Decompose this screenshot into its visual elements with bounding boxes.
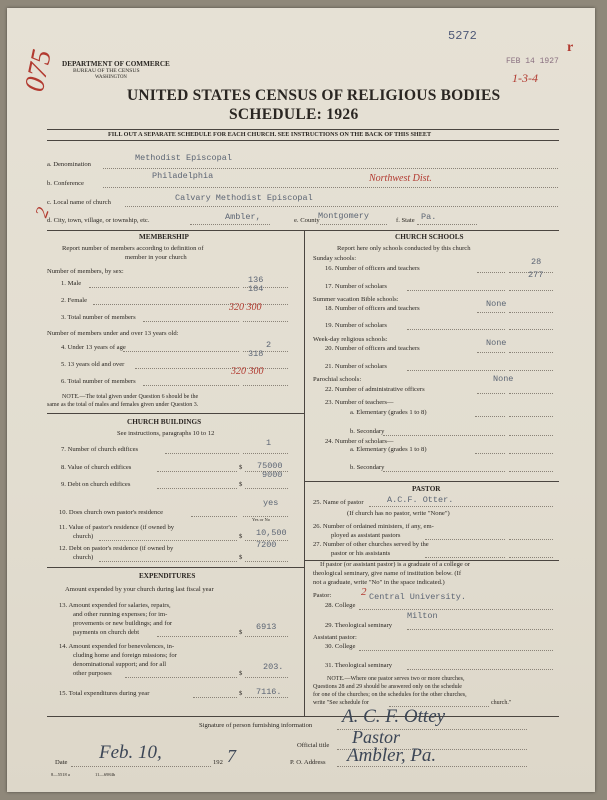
q7-value: 1 (266, 438, 272, 448)
handwritten-margin-mark: 2 (31, 204, 53, 220)
pastor-note-line-1: NOTE.—Where one pastor serves two or more churches, (327, 676, 465, 682)
graduate-instruction-line-3: not a graduate, write "No" in the space indicated.) (313, 579, 445, 586)
po-address-value: Ambler, Pa. (347, 745, 437, 766)
form-title: UNITED STATES CENSUS OF RELIGIOUS BODIES (127, 87, 501, 104)
q30-label: 30. College (325, 643, 356, 650)
signature-value: A. C. F. Ottey (342, 706, 446, 727)
parochial-schools-label: Parochial schools: (313, 376, 362, 383)
pastor-heading: PASTOR (412, 485, 441, 493)
handwritten-code: 1-3-4 (512, 71, 538, 85)
q26-label-line-1: 26. Number of ordained ministers, if any, em- (313, 523, 434, 530)
signature-label: Signature of person furnishing information (199, 722, 313, 729)
q24b-label: b. Secondary (350, 464, 385, 471)
q3-label: 3. Total number of members (61, 314, 136, 321)
q16-value: 28 (531, 257, 542, 267)
census-form-sheet: DEPARTMENT OF COMMERCE BUREAU OF THE CENSUS WASHINGTON 5272 FEB 14 1927 1-3-4 r 075 UNITED STATES CENSUS OF RELIGIOUS BODIES SCHEDULE: 1926 FILL OUT A SEPARATE SCHEDULE FOR EACH CHURCH. SEE INSTRUCTIONS ON THE BACK OF THIS SHEET a. Denomination Methodist Episcopal b. Conference Philadelphia Northwest Dist. c. Local name of church Calvary Methodist Episcopal d. City, town, village, or township, etc. Ambler, e. County Montgomery f. State Pa. 2 MEMBERSHIP Report number of members according to definition of member in your church Number of members, by sex: 1. Male 136 2. Female 184 3. Total number of members 320 300 Number of members under and over 13 years old: 4. Under 13 years of age 2 5. 13 years old and over 318 6. Total number of members 320 300 NOTE.—The total given under Question 6 should be the same as the total of males and females given under Question 3. CHURCH BUILDINGS See instructions, paragraphs 10 to 12 7. Number of church edifices 1 8. Value of church edifices $ 75000 9. Debt on church edifices $ 9000 10. Does church own pastor's residence yes Yes or No 11. Value of pastor's residence (if owned by church) $ 10,500 12. Debt on pastor's residence (if owned by church) $ 7200 EXPENDITURES Amount expended by your church during last fiscal year 13. Amount expended for salaries, repairs, and other running expenses; for im- provements or new buildings; and for payments on church debt $ 6913 14. Amount expended for benevolences, in- cluding home and foreign missions; for denominational support; and for all other purposes $ 203. 15. Total expenditures during year $ 7116. CHURCH SCHOOLS Report here only schools conducted by this church Sunday schools: 16. Number of officers and teachers 28 17. Number of scholars 277 Summer vacation Bible schools: 18. Number of officers and teachers None 19. Number of scholars Week-day religious schools: 20. Number of officers and teachers None 21. Number of scholars Parochial schools: 22. Number of administrative officers None 23. Number of teachers— a. Elementary (grades 1 to 8) b. Secondary 24. Number of scholars— a. Elementary (grades 1 to 8) b. Secondary PASTOR 25. Name of pastor A.C.F. Otter. (If church has no pastor, write "None") 26. Number of ordained ministers, if any, em- ployed as assistant pastors 27. Number of other churches served by the pastor or his assistants If pastor (or assistant pastor) is a graduate of a college or theological seminary, give name of institution below. (If not a graduate, write "No" in the space indicated.) Pastor: 28. College Central University. 2 29. Theological seminary Milton Assistant pastor: 30. College 31. Theological seminary NOTE.—Where one pastor serves two or more churches, Questions 28 and 29 should be answered only on the schedule for one of the churches; on the schedules for the other churches, write "See schedule for church." Signature of person furnishing information A. C. F. Ottey Official title Pastor Date Feb. 10, 192 7 P. O. Address Ambler, Pa. 8—5518 a 11—6984b (7, 8, 595, 792)
q13-value: 6913 (256, 622, 277, 632)
conference-label: b. Conference (47, 180, 84, 187)
q25-note: (If church has no pastor, write "None") (347, 510, 450, 517)
separate-schedule-instruction: FILL OUT A SEPARATE SCHEDULE FOR EACH CHURCH. SEE INSTRUCTIONS ON THE BACK OF THIS SHEET (108, 131, 432, 138)
church-schools-heading: CHURCH SCHOOLS (395, 233, 464, 241)
summer-schools-label: Summer vacation Bible schools: (313, 296, 399, 303)
q6-label: 6. Total number of members (61, 378, 136, 385)
q29-label: 29. Theological seminary (325, 622, 393, 629)
q16-label: 16. Number of officers and teachers (325, 265, 420, 272)
q23b-label: b. Secondary (350, 428, 385, 435)
q14-label-line-4: other purposes (73, 670, 112, 677)
q13-label-line-3: provements or new buildings; and for (73, 620, 173, 627)
red-check-mark: r (567, 40, 574, 55)
q8-value: 75000 (257, 461, 283, 471)
q14-label-line-3: denominational support; and for all (73, 661, 167, 668)
q11-label-line-1: 11. Value of pastor's residence (if owned by (59, 524, 175, 531)
membership-note-line-2: same as the total of males and females given under Question 3. (47, 402, 199, 408)
year-prefix: 192 (213, 759, 223, 766)
q12-label-line-2: church) (73, 554, 94, 561)
q14-label-line-1: 14. Amount expended for benevolences, in- (59, 643, 175, 650)
date-label: Date (55, 759, 68, 766)
q12-label-line-1: 12. Debt on pastor's residence (if owned by (59, 545, 174, 552)
department-name: DEPARTMENT OF COMMERCE (62, 60, 170, 68)
membership-heading: MEMBERSHIP (139, 233, 189, 241)
q21-label: 21. Number of scholars (325, 363, 387, 370)
pastor-note-line-5: church." (491, 700, 512, 706)
q18-value: None (486, 299, 507, 309)
membership-intro-line-1: Report number of members according to definition of (62, 245, 204, 252)
q15-value: 7116. (256, 687, 282, 697)
q26-label-line-2: ployed as assistant pastors (331, 532, 401, 539)
q20-label: 20. Number of officers and teachers (325, 345, 420, 352)
city-label: d. City, town, village, or township, etc. (47, 217, 150, 224)
q27-label-line-2: pastor or his assistants (331, 550, 391, 557)
handwritten-mark-075: 075 (19, 46, 59, 95)
form-code: 8—5518 a (51, 772, 70, 777)
q6-value: 320 300 (231, 366, 264, 377)
q4-value: 2 (266, 340, 272, 350)
q24-label: 24. Number of scholars— (325, 438, 394, 445)
conference-value: Philadelphia (152, 171, 214, 181)
po-address-label: P. O. Address (290, 759, 326, 766)
age-intro-label: Number of members under and over 13 years old: (47, 330, 179, 337)
state-label: f. State (396, 217, 415, 224)
local-name-value: Calvary Methodist Episcopal (175, 193, 313, 203)
bureau-name: BUREAU OF THE CENSUS (73, 68, 140, 74)
denomination-label: a. Denomination (47, 161, 91, 168)
expenditures-intro: Amount expended by your church during last fiscal year (65, 586, 214, 593)
q13-label-line-4: payments on church debt (73, 629, 140, 636)
membership-intro-line-2: member in your church (125, 254, 187, 261)
q8-label: 8. Value of church edifices (61, 464, 132, 471)
q7-label: 7. Number of church edifices (61, 446, 139, 453)
q13-label-line-1: 13. Amount expended for salaries, repairs, (59, 602, 171, 609)
q14-value: 203. (263, 662, 284, 672)
received-date-stamp: FEB 14 1927 (506, 57, 559, 66)
q23-label: 23. Number of teachers— (325, 399, 394, 406)
denomination-value: Methodist Episcopal (135, 153, 232, 163)
local-name-label: c. Local name of church (47, 199, 111, 206)
q18-label: 18. Number of officers and teachers (325, 305, 420, 312)
conference-district-note: Northwest Dist. (369, 173, 432, 184)
q10-value: yes (263, 498, 279, 508)
q14-label-line-2: cluding home and foreign missions; for (73, 652, 177, 659)
weekday-schools-label: Week-day religious schools: (313, 336, 388, 343)
q2-label: 2. Female (61, 297, 88, 304)
date-value: Feb. 10, (99, 742, 162, 763)
q19-label: 19. Number of scholars (325, 322, 387, 329)
stamp-number: 5272 (448, 29, 477, 43)
q12-value: 7200 (256, 540, 277, 550)
q28-value: Central University. (369, 592, 466, 602)
red-handwritten-mark: 2 (361, 586, 367, 598)
q20-value: None (486, 338, 507, 348)
q2-value: 184 (248, 284, 264, 294)
q24a-label: a. Elementary (grades 1 to 8) (350, 446, 427, 453)
q4-label: 4. Under 13 years of age (61, 344, 126, 351)
form-subtitle: SCHEDULE: 1926 (229, 106, 359, 123)
pastor-note-line-4: write "See schedule for (313, 700, 369, 706)
q9-label: 9. Debt on church edifices (61, 481, 131, 488)
church-schools-intro: Report here only schools conducted by this church (337, 245, 471, 252)
county-value: Montgomery (318, 211, 370, 221)
pastor-note-line-3: for one of the churches; on the schedules for the other churches, (313, 692, 467, 698)
q5-value: 318 (248, 349, 264, 359)
q25-label: 25. Name of pastor (313, 499, 364, 506)
pastor-subheading: Pastor: (313, 592, 332, 599)
q10-label: 10. Does church own pastor's residence (59, 509, 164, 516)
assistant-pastor-subheading: Assistant pastor: (313, 634, 357, 641)
yes-or-no-note: Yes or No (252, 517, 271, 522)
q27-label-line-1: 27. Number of other churches served by the (313, 541, 429, 548)
city-value: Ambler, (225, 212, 261, 222)
expenditures-heading: EXPENDITURES (139, 572, 196, 580)
state-value: Pa. (421, 212, 437, 222)
bureau-city: WASHINGTON (95, 75, 127, 80)
q31-label: 31. Theological seminary (325, 662, 393, 669)
q22-label: 22. Number of administrative officers (325, 386, 425, 393)
q11-label-line-2: church) (73, 533, 94, 540)
official-title-value: Pastor (352, 727, 401, 747)
q11-value: 10,500 (256, 528, 287, 538)
church-buildings-intro: See instructions, paragraphs 10 to 12 (117, 430, 215, 437)
official-title-label: Official title (297, 742, 330, 749)
q3-value: 320 300 (229, 302, 262, 313)
church-buildings-heading: CHURCH BUILDINGS (127, 418, 202, 426)
q29-value: Milton (407, 611, 438, 621)
q25-value: A.C.F. Otter. (387, 495, 454, 505)
pastor-note-line-2: Questions 28 and 29 should be answered only on the schedule (313, 684, 462, 690)
county-label: e. County (294, 217, 320, 224)
graduate-instruction-line-2: theological seminary, give name of institution below. (If (313, 570, 462, 577)
q1-value: 136 (248, 275, 264, 285)
q15-label: 15. Total expenditures during year (59, 690, 150, 697)
members-by-sex-label: Number of members, by sex: (47, 268, 124, 275)
form-code-2: 11—6984b (95, 772, 116, 777)
q22-value: None (493, 374, 514, 384)
q9-value: 9000 (262, 470, 283, 480)
q13-label-line-2: and other running expenses; for im- (73, 611, 168, 618)
sunday-schools-label: Sunday schools: (313, 255, 357, 262)
membership-note-line-1: NOTE.—The total given under Question 6 should be the (62, 394, 199, 400)
q23a-label: a. Elementary (grades 1 to 8) (350, 409, 427, 416)
q1-label: 1. Male (61, 280, 82, 287)
q28-label: 28. College (325, 602, 356, 609)
column-divider (304, 230, 305, 716)
q17-label: 17. Number of scholars (325, 283, 387, 290)
graduate-instruction-line-1: If pastor (or assistant pastor) is a graduate of a college or (320, 561, 470, 568)
year-value: 7 (227, 746, 236, 766)
q5-label: 5. 13 years old and over (61, 361, 125, 368)
q17-value: 277 (528, 270, 544, 280)
